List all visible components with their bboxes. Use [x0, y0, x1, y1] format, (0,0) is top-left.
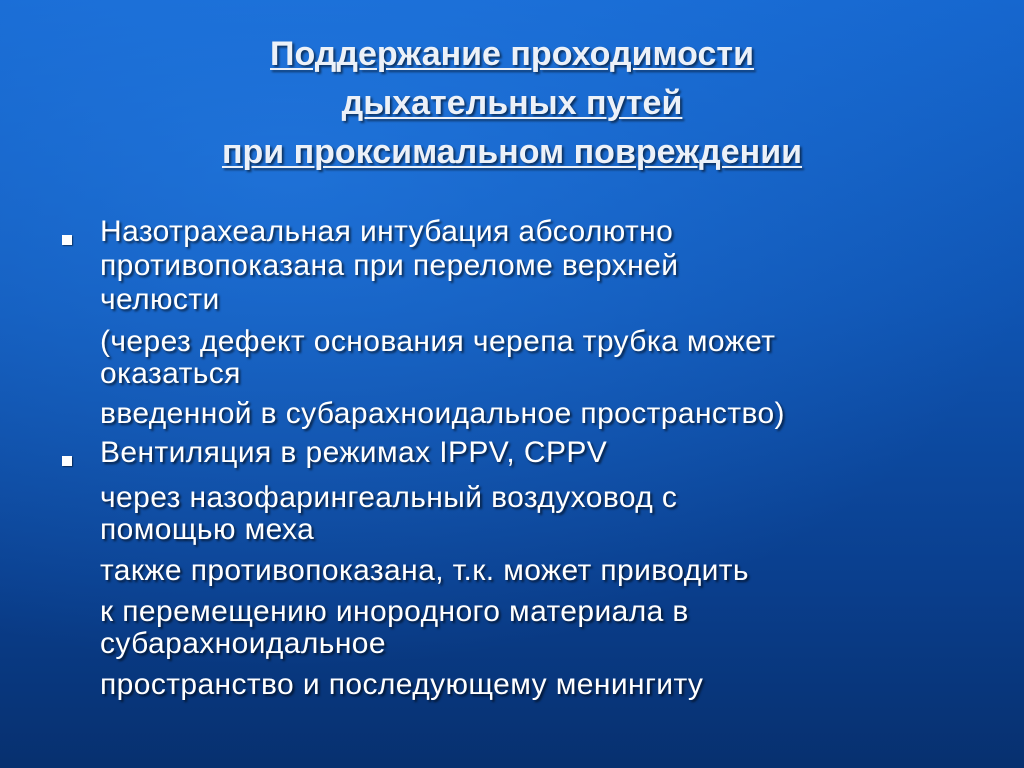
- bullet-square-icon: [62, 456, 72, 466]
- bullet-1-note-line-3: введенной в субарахноидальное пространство): [100, 397, 785, 430]
- bullet-2-note-line-1: через назофарингеальный воздуховод с: [100, 481, 678, 514]
- bullet-2-note-line-6: пространство и последующему менингиту: [100, 668, 704, 701]
- slide-title-line-3: при проксимальном повреждении: [221, 133, 803, 171]
- bullet-2-note-line-4: к перемещению инородного материала в: [100, 595, 689, 628]
- bullet-1-line-2: противопоказана при переломе верхней: [100, 249, 679, 282]
- bullet-1-line-1: Назотрахеальная интубация абсолютно: [100, 215, 674, 248]
- bullet-2-note-line-2: помощью меха: [100, 513, 315, 546]
- bullet-2-note-line-3: также противопоказана, т.к. может приводить: [100, 554, 749, 587]
- bullet-square-icon: [62, 235, 72, 245]
- bullet-2-note-line-5: субарахноидальное: [100, 627, 386, 660]
- slide-title-line-2: дыхательных путей: [341, 84, 683, 122]
- bullet-1-note-line-2: оказаться: [100, 357, 241, 390]
- bullet-1-line-3: челюсти: [100, 283, 220, 316]
- bullet-2-line-1: Вентиляция в режимах IPPV, CPPV: [100, 436, 608, 469]
- slide-title-line-1: Поддержание проходимости: [270, 35, 754, 73]
- bullet-1-note-line-1: (через дефект основания черепа трубка может: [100, 325, 776, 358]
